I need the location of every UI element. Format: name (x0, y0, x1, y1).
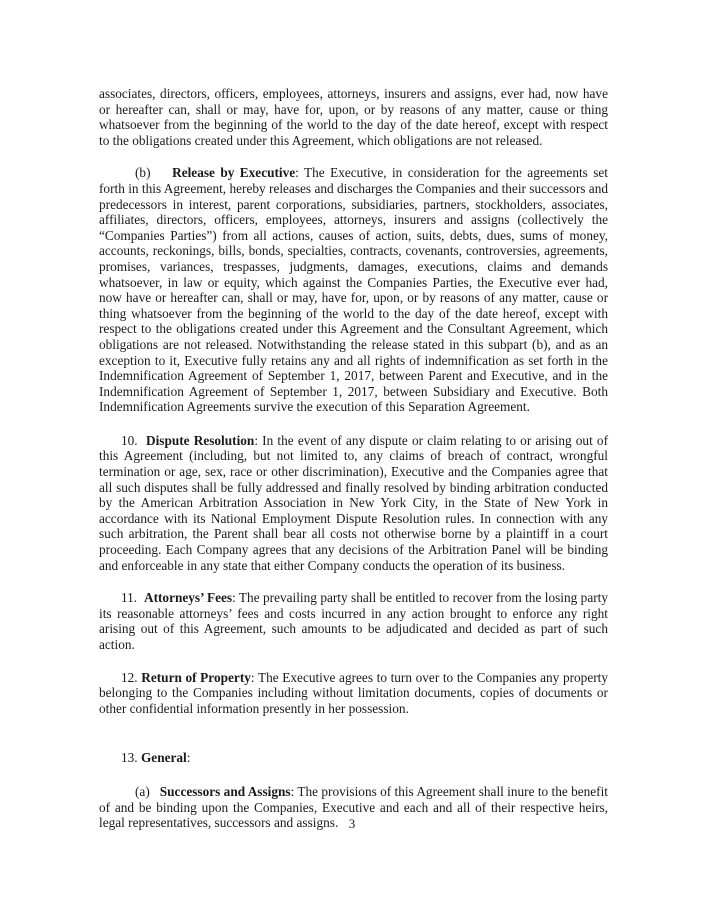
section-number: 10. (121, 432, 138, 448)
paragraph-text: associates, directors, officers, employees, attorneys, insurers and assigns, ever had, now have or hereafter can, shall or may, have for, upon, or by reasons of any matter, cause or thing whatsoever from the beginning of the world to the day of the date hereof, except with respect to the obligations created under this Agreement, which obligations are not released. (99, 86, 608, 148)
section-number: 13. (121, 750, 138, 766)
section-number: 11. (121, 590, 138, 606)
section-heading: General (140, 750, 187, 766)
section-heading: Release by Executive (172, 165, 296, 181)
subsection-marker: (b) (135, 165, 151, 181)
release-by-executive-paragraph (99, 165, 608, 415)
section-heading: Successors and Assigns (159, 783, 291, 799)
paragraph-text: : The prevailing party shall be entitled to recover from the losing party its reasonable attorneys’ fees and costs incurred in any action brought to enforce any right arising out of this Agreement, such amounts to be adjudicated and decided as part of such action. (99, 590, 608, 652)
paragraph-text: : The Executive, in consideration for the agreements set forth in this Agreement, hereby releases and discharges the Companies and their successors and predecessors in interest, parent corporations, subsidiaries, partners, stockholders, associates, affiliates, directors, officers, employees, attorneys, insurers and assigns (collectively the “Companies Parties”) from all actions, causes of action, suits, debts, dues, sums of money, accounts, reckonings, bills, bonds, specialties, contracts, covenants, controversies, agreements, promises, variances, trespasses, judgments, damages, executions, claims and demands whatsoever, in law or equity, which against the Companies Parties, the Executive ever had, now have or hereafter can, shall or may, have for, upon, or by reasons of any matter, cause or thing whatsoever from the beginning of the world to the day of the date hereof, except with respect to the obligations created under this Agreement and the Consultant Agreement, which obligations are not released. Notwithstanding the release stated in this subpart (b), and as an exception to it, Executive fully retains any and all rights of indemnification as set forth in the Indemnification Agreement of September 1, 2017, between Parent and Executive, and in the Indemnification Agreement of September 1, 2017, between Subsidiary and Executive. Both Indemnification Agreements survive the execution of this Separation Agreement. (99, 165, 609, 415)
dispute-resolution-paragraph (99, 433, 608, 573)
return-of-property-paragraph (99, 670, 608, 717)
section-heading: Dispute Resolution (145, 432, 255, 448)
heading-colon: : (186, 750, 191, 766)
page-number: 3 (348, 816, 356, 831)
section-number: 12. (121, 669, 138, 685)
attorneys-fees-paragraph (99, 590, 608, 652)
section-heading: Return of Property (141, 669, 251, 685)
paragraph-text: : In the event of any dispute or claim relating to or arising out of this Agreement (including, but not limited to, any claims of breach of contract, wrongful termination or age, sex, race or other discrimination), Executive and the Companies agree that all such disputes shall be fully addressed and finally resolved by binding arbitration conducted by the American Arbitration Association in New York City, in the State of New York in accordance with its National Employment Dispute Resolution rules. In connection with any such arbitration, the Parent shall bear all costs not otherwise borne by a plaintiff in a court proceeding. Each Company agrees that any decisions of the Arbitration Panel will be binding and enforceable in any state that either Company conducts the operation of its business. (99, 432, 609, 573)
section-heading: Attorneys’ Fees (143, 590, 233, 606)
general-heading (99, 750, 608, 766)
release-companies-continuation (99, 86, 608, 148)
subsection-marker: (a) (135, 783, 150, 799)
paragraph-text: : The Executive agrees to turn over to the Companies any property belonging to the Companies including without limitation documents, copies of documents or other confidential information presently in her possession. (99, 669, 608, 716)
paragraph-text: : The provisions of this Agreement shall inure to the benefit of and be binding upon the Companies, Executive and each and all of their respective heirs, legal representatives, successors and assigns. (99, 783, 608, 831)
